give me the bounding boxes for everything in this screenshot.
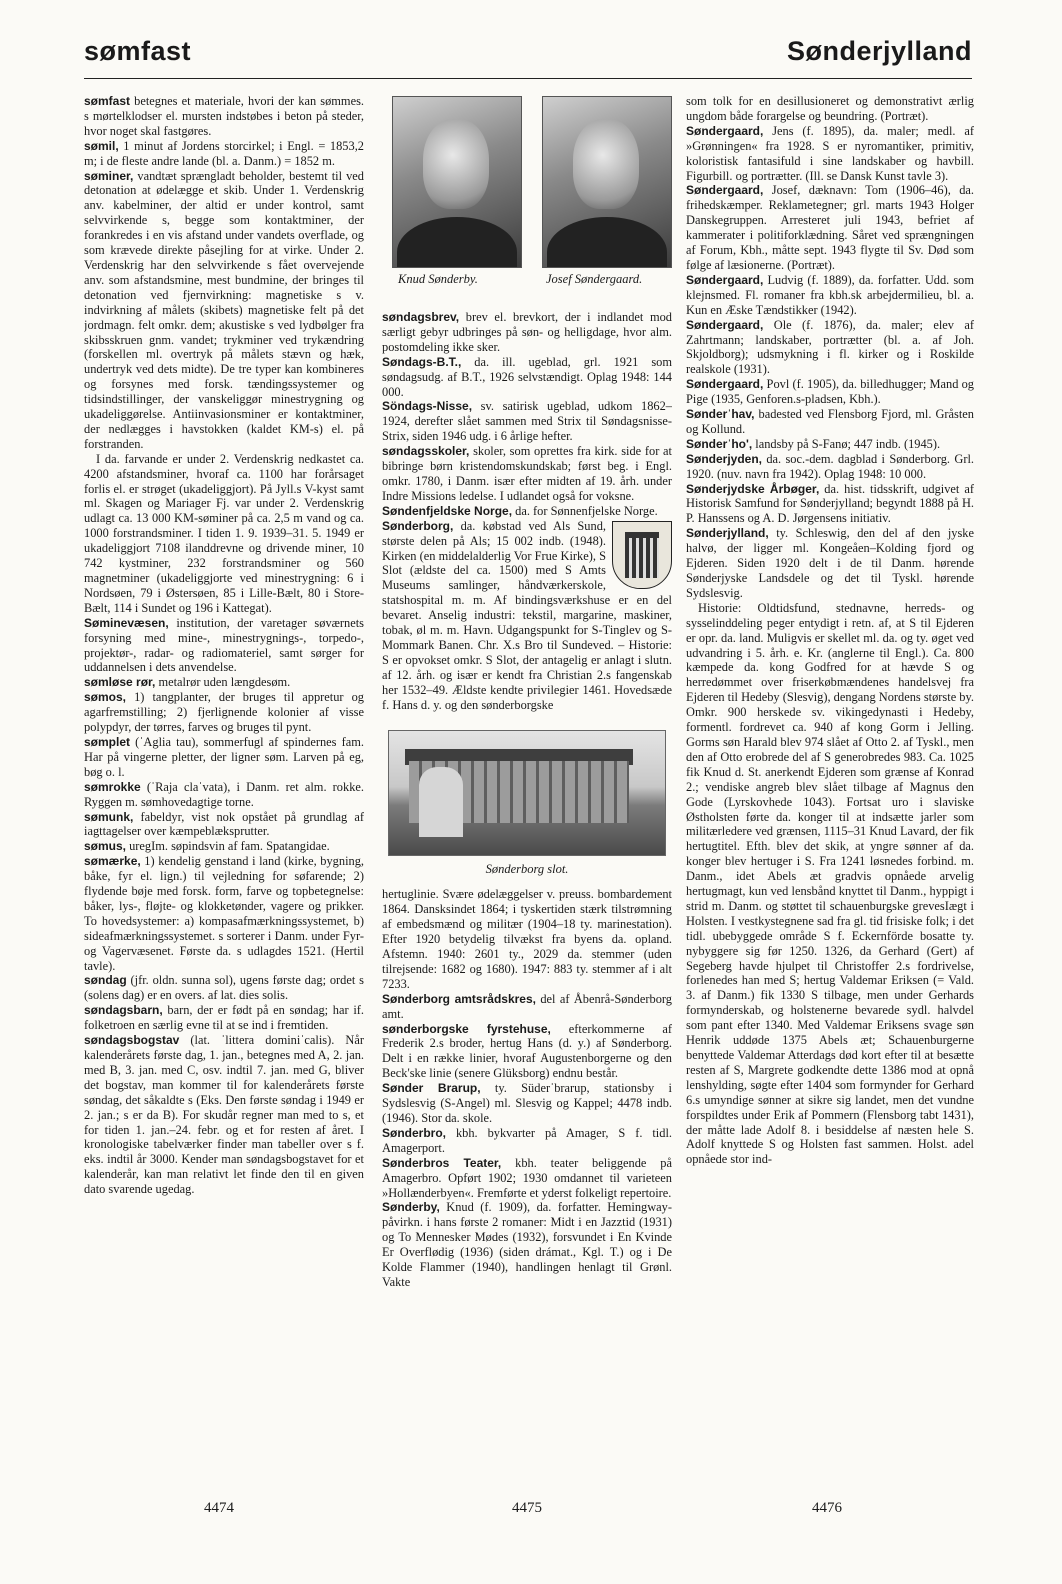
headword: Söndags-Nisse,	[382, 399, 473, 414]
headword: Sønderbro,	[382, 1125, 447, 1140]
headword: Søndergaard,	[686, 272, 764, 287]
entry-text: da. for Sønnenfjelske Norge.	[512, 503, 658, 518]
headword: Søndergaard,	[686, 317, 764, 332]
caption-knud-sonderby: Knud Sønderby.	[398, 272, 478, 286]
entry-text: Jens (f. 1895), da. maler; medl. af »Grønningen« fra 1928. S er nyromantiker, primitiv, koloristisk fantasifuld i sine landskaber og havbill. Figurbill. og portrætter. (Ill. se Dansk Kunst tavle 3).	[686, 123, 974, 183]
headword: sømfast	[84, 94, 131, 108]
headword: sømunk,	[84, 809, 134, 824]
headword: Søndergaard,	[686, 183, 764, 198]
headword: Sønderby,	[382, 1200, 440, 1215]
headword: Sønderjyden,	[686, 451, 763, 466]
entry-text: 1) kendelig genstand i land (kirke, bygning, båke, fyr el. lign.) til vejledning for søfarende; 2) flydende bøje med forsk. form, farve og topbetegnelse: båker, lys-, fløjte- og klokketønder, vagere og prikker. To hovedsystemer: a) kompasafmærkningssystemet, b) sideafmærkningssystemet. s sorterer i Danm. under Fyr- og Vagervæsenet. Første da. s udlagdes 1521. (Hertil tavle).	[84, 854, 364, 973]
entry	[382, 444, 672, 504]
entry-text: Ludvig (f. 1889), da. forfatter. Udd. som klejnsmed. Fl. romaner fra kbh.sk arbejdermilieu, bl. a. Kun en Æske Tændstikker (1942).	[686, 272, 974, 317]
page-number-right: 4476	[812, 1500, 842, 1516]
headword: søndag	[84, 973, 127, 988]
entry-text: landsby på S-Fanø; 447 indb. (1945).	[752, 436, 941, 451]
entry	[84, 675, 364, 690]
entry-text: (lat. ˈlittera dominiˈcalis). Når kalenderårets første dag, 1. jan., betegnes med A, 2. jan. med B, 3. jan. med C, osv. indtil 7. jan. med G, bliver det bogstav, man kommer til for kalenderårets første søndag, det såkaldte s (Eks. Den første søndag i 1949 er 2. jan.; s er da B). For skudår regner man med to s, et for tiden 1. jan.–24. febr. og et for resten af året. I kronologiske tabelværker finder man tabeller over s f. eks. indtil år 3000. Kender man søndagsbogstavet for et kalenderår, kan man relativt let finde den til en given dato svarende ugedag.	[84, 1033, 364, 1197]
running-header	[84, 30, 972, 79]
column-2-entries-bottom	[382, 887, 672, 1289]
entry	[686, 377, 974, 407]
entry	[686, 318, 974, 378]
entry	[382, 992, 672, 1022]
header-right-word: Sønderjylland	[786, 36, 972, 66]
headword: søminer,	[84, 168, 134, 183]
entry	[382, 1200, 672, 1289]
entry-text: 1 minut af Jordens storcirkel; i Engl. = 1853,2 m; i de fleste andre lande (bl. a. Danm.) = 1852 m.	[84, 138, 364, 168]
entry-text: barn, der er født på en søndag; har if. folketroen en særlig evne til at se ind i fremtiden.	[84, 1003, 364, 1033]
entry	[686, 526, 974, 601]
entry-text: Historie: Oldtidsfund, stednavne, herreds- og sysselinddeling peger entydigt i retn. af, at S til Ejderen er opr. da. land. Muligvis er skellet ml. da. og ty. øget ved udvandring i 5. årh. e. Kr. (anglerne til Engl.). Ca. 800 kæmpede da. kong Godfred for at hævde S og herredømmet over friserkøbmændenes handelsvej fra Ejderen til Hedeby (Slesvig), dengang Nordens største by. Omkr. 900 herskede sv. vikingedynasti i Hedeby, formentl. fordrevet ca. 940 af kong Gorm i Jelling. Gorms søn Harald blev 974 slået af Otto 2. af Tyskl., men den af Otto erobrede del af S generobredes 983. Ca. 1025 fik Knud d. St. anerkendt Ejderen som grænse af Konrad 2.; vendiske angreb blev slået tilbage af Magnus den Gode (Lyrskovhede 1043). Fortsat uro i slaviske Østholsten førte da. konger til at indsætte jarler som militærledere ved grænsen, 1115–31 Knud Lavard, der fik hertugtitel. Efth. blev det skik, at yngre sønner af da. konger blev hertuger i S. Fra 1241 løsnedes forbind. m. Danm., idet Abels æt gradvis opnåede arvelig hertugmagt, kun ved lensbånd knyttet til Danm., hyppigt i strid m. Danm. og støttet til schauenburgske grevesIægt i Holsten. I vestkystegnene sad fra gl. tid frisiske folk; i det tidl. ubebyggede område S f. Eckernförde bosatte ty. nybyggere sig før 1250. 1326, da Gerhard (Gert) af Segeberg havde hjulpet til Christoffer 2.s fordrivelse, forlenedes han med S; hertug Valdemar Eriksen (= Vald. 3. af Danm.) fik 1330 S tilbage, men under Gerhards formynderskab, og holstenerne bevarede sydl. halvdel som pant efter 1340. Med Valdemar Eriksens svage søn Henrik uddøde 1375 Abels æt; Schauenburgerne benyttede Valdemar Atterdags død kort efter til at besætte resten af S, Margrete godkendte dette 1386 mod at opnå lenshylding, søgte efter 1404 som formynder for Gerhard 6.s umyndige sønner at sikre sig landet, men det vundne forspildtes under Erik af Pommern (Flensborg tabt 1431), der måtte lade Adolf 8. i besiddelse af næsten hele S. Adolf knyttede S og Holsten fast sammen. Holst. adel opnåede stor ind-	[686, 600, 974, 1167]
entry-text: skoler, som oprettes fra kirk. side for at bibringe børn kristendomskundskab; først beg. i Engl. omkr. 1780, i Danm. især efter midten af 19. årh. under Indre Missions ledelse. I udlandet også for voksne.	[382, 444, 672, 503]
headword: Sønderjydske Årbøger,	[686, 481, 820, 496]
headword: sønderborgske fyrstehuse,	[382, 1021, 551, 1036]
entry	[84, 810, 364, 840]
headword: søndagsbrev,	[382, 310, 460, 324]
headword: søndagsbarn,	[84, 1003, 163, 1018]
entry	[84, 1003, 364, 1033]
entry-text: vandtæt sprængladt beholder, bestemt til ved detonation at ødelægge et skib. Under 1. Verdenskrig anv. kabelminer, der altid er under kontrol, samt selvvirkende s, begge som kontaktminer, der forankredes i en vis afstand under vandets overflade, og som krævede direkte påsejling for at virke. Under 2. Verdenskrig har den selvvirkende s fået overvejende anv. som afstandsmine, mest bundmine, der bringes til detonation ved fjernvirkning: magnetiske s v. indvirkning af målets (skibets) magnetiske felt på det jordmagn. felt omkr. dem; akustiske s ved lydbølger fra skibsskruen gnm. vandet; trykminer ved trykændring (forskellen ml. overtryk på målets stævn og hæk, undertryk ved dets midte). De tre typer kan kombineres og forsynes med forsk. tændingssystemer og tidsindstillinger, der vanskeliggør minestrygning og ukadeliggørelse. Antiinvasionsminer er kontaktminer, der nedlægges i havstokken (kaldet KM-s) el. på forstranden.	[84, 168, 364, 451]
entry-text: som tolk for en desillusioneret og demonstrativt ærlig ungdom både forargelse og beundring. (Portræt).	[686, 94, 974, 123]
entry	[686, 124, 974, 184]
entry-text: da. købstad ved Als Sund, største delen på Als; 15 002 indb. (1948). Kirken (en middelalderlig Vor Frue Kirke), S Slot (ældste del ca. 1500) med S Amts Museums samlinger, håndværkerskole, statshospital m. m. Af bindingsværkshuse er en del bevaret. Anselig industri: tekstil, margarine, maskiner, tobak, øl m. m. Havn. Udgangspunkt for S-Tinglev og S-Mommark Banen. Chr. X.s Bro til Sundeved. – Historie: S er opvokset omkr. S Slot, der antagelig er anlagt i slutn. af 12. årh. og især er kendt fra Christian 2.s fangenskab her 1532–49. Ældste kendte privilegier 1461. Hovedsæde f. Hans d. y. og den sønderborgske	[382, 518, 672, 712]
entry	[382, 1126, 672, 1156]
entry-text: ty. Süderˈbrarup, stationsby i Sydslesvig (S-Angel) ml. Slesvig og Kappel; 4478 indb. (1946). Stor da. skole.	[382, 1081, 672, 1125]
entry-text: institution, der varetager søværnets forsyning med mine-, minestrygnings-, torpedo-, projektør-, radar- og radiomateriel, samt sørger for uddannelsen i dets anvendelse.	[84, 615, 364, 675]
entry	[382, 1156, 672, 1201]
entry	[686, 452, 974, 482]
sonderborg-coat-of-arms-icon	[612, 521, 672, 589]
headword: Sønder Brarup,	[382, 1081, 481, 1096]
headword: Søndergaard,	[686, 377, 764, 392]
entry-text: (ˈAglia tau), sommerfugl af spindernes fam. Har på vingerne pletter, der ligner søm. Larven på eg, bøg o. l.	[84, 734, 364, 779]
entry	[84, 973, 364, 1003]
entry	[382, 887, 672, 991]
entry-text: metalrør uden længdesøm.	[155, 675, 291, 690]
portrait-josef-sondergaard	[542, 96, 672, 268]
entry-text: kbh. teater beliggende på Amagerbro. Opført 1902; 1930 omdannet til varieteen »Hollænderbyen«. Fremførte et yderst folkeligt repertoire.	[382, 1155, 672, 1200]
entry	[686, 94, 974, 124]
column-1	[84, 94, 364, 1486]
entry-text: badested ved Flensborg Fjord, ml. Gråsten og Kollund.	[686, 407, 974, 436]
entry-text: brev el. brevkort, der i indlandet mod særligt gebyr udbringes på søn- og helligdage, hvor alm. postomdeling ikke sker.	[382, 310, 672, 354]
entry-text: Knud (f. 1909), da. forfatter. Hemingway-påvirkn. i hans første 2 romaner: Midt i en Jazztid (1931) og To Mennesker Mødes (1932), forsvundet i En Kvinde Er Overflødig (1936) (siden drámat., Kgl. T.) og i De Kolde Flammer (1940), handlingen henlagt til Grønl. Vakte	[382, 1200, 672, 1289]
sonderborg-castle-photo	[388, 730, 666, 856]
entry-text: ty. Schleswig, den del af den jyske halvø, der ligger ml. Kongeåen–Kolding fjord og Ejderen. Siden 1920 delt i de til Danm. hørende Sønderjyske Landsdele og det til Tyskl. hørende Sydslesvig.	[686, 526, 974, 600]
castle-caption: Sønderborg slot.	[485, 862, 569, 877]
entry-text: betegnes et materiale, hvori der kan sømmes. s mørtelklodser el. mursten indstøbes i beton på steder, hvor noget skal fastgøres.	[84, 94, 364, 138]
entry-text: 1) tangplanter, der bruges til appretur og agarfremstilling; 2) fjerlignende kolonier af visse polypdyr, der tørres, farves og bruges til pynt.	[84, 690, 364, 735]
entry-text: sv. satirisk ugeblad, udkom 1862–1924, derefter slået sammen med Strix til Søndagsnisse-Strix, siden 1946 udg. i 6 årlige hefter.	[382, 399, 672, 444]
headword: søndagsbogstav	[84, 1033, 180, 1048]
entry-sonderborg	[382, 519, 672, 713]
entry-text: Ole (f. 1876), da. maler; elev af Zahrtmann; landskaber, portrætter (bl. a. af Joh. Skjoldborg); udsmykning i fl. kirker og i Roskilde realskole (1931).	[686, 317, 974, 377]
headword: Sønderbros Teater,	[382, 1155, 502, 1170]
entry	[686, 183, 974, 272]
column-3	[686, 94, 974, 1494]
entry	[84, 780, 364, 810]
entry	[686, 407, 974, 437]
entry-text: uregIm. søpindsvin af fam. Spatangidae.	[126, 839, 330, 854]
headword: Søndenfjeldske Norge,	[382, 503, 513, 518]
entry	[686, 437, 974, 452]
entry	[84, 616, 364, 676]
entry-text: Povl (f. 1905), da. billedhugger; Mand og Pige (1935, Genforen.s-pladsen, Kbh.).	[686, 377, 974, 407]
entry	[84, 735, 364, 780]
headword: Sønderˈho',	[686, 436, 753, 451]
column-2-entries-top	[382, 310, 672, 519]
entry	[84, 139, 364, 169]
entry-text: del af Åbenrå-Sønderborg amt.	[382, 991, 672, 1021]
entry-text: fabeldyr, vist nok opstået på grundlag af iagttagelser over kæmpeblæksprutter.	[84, 809, 364, 839]
headword: Sønderborg,	[382, 518, 454, 533]
entry	[686, 273, 974, 318]
headword: sømløse rør,	[84, 675, 156, 690]
entry	[84, 690, 364, 735]
portrait-photos	[382, 94, 672, 304]
headword: Sønderborg amtsrådskres,	[382, 991, 536, 1006]
entry-text: I da. farvande er under 2. Verdenskrig nedkastet ca. 4200 afstandsminer, hvoraf ca. 1100 har forårsaget forlis el. er strøget (ukadeliggjort). På Jyll.s V-kyst samt ml. Skagen og Mariager Fj. var under 2. Verdenskrig udlagt ca. 13 000 KM-søminer på ca. 2,5 m vand og ca. 1000 forstrandsminer. I tiden 1. 9. 1939–31. 5. 1949 er ukadeliggjort 7108 ilanddrevne og drivende miner, 10 742 kystminer, 232 forstrandsminer og 560 magnetminer (ukadeliggjorte ved minestrygning: 6 i Nordsøen, 79 i Østersøen, 85 i Lille-Bælt, 80 i Store-Bælt, 114 i Sundet og 196 i Kattegat).	[84, 451, 364, 615]
page-number-left: 4474	[204, 1500, 234, 1516]
page-number-middle: 4475	[512, 1500, 542, 1516]
entry	[686, 482, 974, 527]
entry	[84, 169, 364, 452]
entry-text: (ˈRaja claˈvata), i Danm. ret alm. rokke. Ryggen m. sømhovedagtige torne.	[84, 779, 364, 809]
entry-text: da. hist. tidsskrift, udgivet af Historisk Samfund for Sønderjylland; begyndt 1888 på H. P. Hanssens og A. D. Jørgensens initiativ.	[686, 481, 974, 526]
headword: sømplet	[84, 734, 131, 749]
entry	[382, 355, 672, 400]
entry	[686, 601, 974, 1167]
entry	[84, 854, 364, 973]
headword: Søndags-B.T.,	[382, 354, 462, 369]
entry-text: da. soc.-dem. dagblad i Sønderborg. Grl. 1920. (nuv. navn fra 1942). Oplag 1948: 10 000.	[686, 451, 974, 481]
headword: søndagsskoler,	[382, 444, 470, 459]
headword: sømos,	[84, 690, 127, 705]
entry	[382, 504, 672, 519]
entry	[84, 94, 364, 139]
entry	[382, 1081, 672, 1126]
headword: sømil,	[84, 138, 119, 153]
headword: Søndergaard,	[686, 123, 764, 138]
entry	[382, 1022, 672, 1082]
headword: Søminevæsen,	[84, 615, 169, 630]
headword: sømus,	[84, 839, 127, 854]
entry	[382, 399, 672, 444]
headword: Sønderˈhav,	[686, 407, 755, 422]
entry	[84, 1033, 364, 1197]
headword: sømærke,	[84, 854, 141, 869]
entry-text: hertuglinie. Svære ødelæggelser v. preuss. bombardement 1864. Dansksindet 1864; i tyskertiden stærk tilstrømning af embedsmænd og militær (1904–18 ty. marinestation). Efter 1920 betydelig tilvækst fra byens da. opland. Afstemn. 1940: 2601 ty., 2029 da. stemmer (uden tilrejsende: 1682 og 1680). 1947: 883 ty. stemmer af i alt 7233.	[382, 887, 672, 991]
column-2	[382, 94, 672, 1494]
entry-text: (jfr. oldn. sunna sol), ugens første dag; ordet s (solens dag) er en overs. af lat. dies solis.	[84, 973, 364, 1003]
entry-text: kbh. bykvarter på Amager, S f. tidl. Amagerport.	[382, 1125, 672, 1155]
entry-text: Josef, dæknavn: Tom (1906–46), da. frihedskæmper. Reklametegner; grl. marts 1943 Holger Danskegruppen. Arresteret juli 1943, befriet af kammerater i politiforklædning. Såret ved sprængningen af Forum, Kbh., måtte sept. 1943 flygte til Sv. Død som følge af læsionerne. (Portræt).	[686, 183, 974, 272]
portrait-knud-sonderby	[392, 96, 522, 268]
headword: sømrokke	[84, 779, 141, 794]
entry	[84, 839, 364, 854]
entry	[84, 452, 364, 616]
entry-text: da. ill. ugeblad, grl. 1921 som søndagsudg. af B.T., 1926 selvstændigt. Oplag 1948: 144 000.	[382, 354, 672, 399]
entry	[382, 310, 672, 355]
header-left-word: sømfast	[84, 36, 192, 66]
headword: Sønderjylland,	[686, 526, 769, 541]
caption-josef-sondergaard: Josef Søndergaard.	[546, 272, 643, 286]
entry-text: efterkommerne af Frederik 2.s broder, hertug Hans (d. y.) af Sønderborg. Delt i en række linier, hvoraf Augustenborgerne og den Beck'ske linie (senere Glüksborg) endnu består.	[382, 1021, 672, 1081]
